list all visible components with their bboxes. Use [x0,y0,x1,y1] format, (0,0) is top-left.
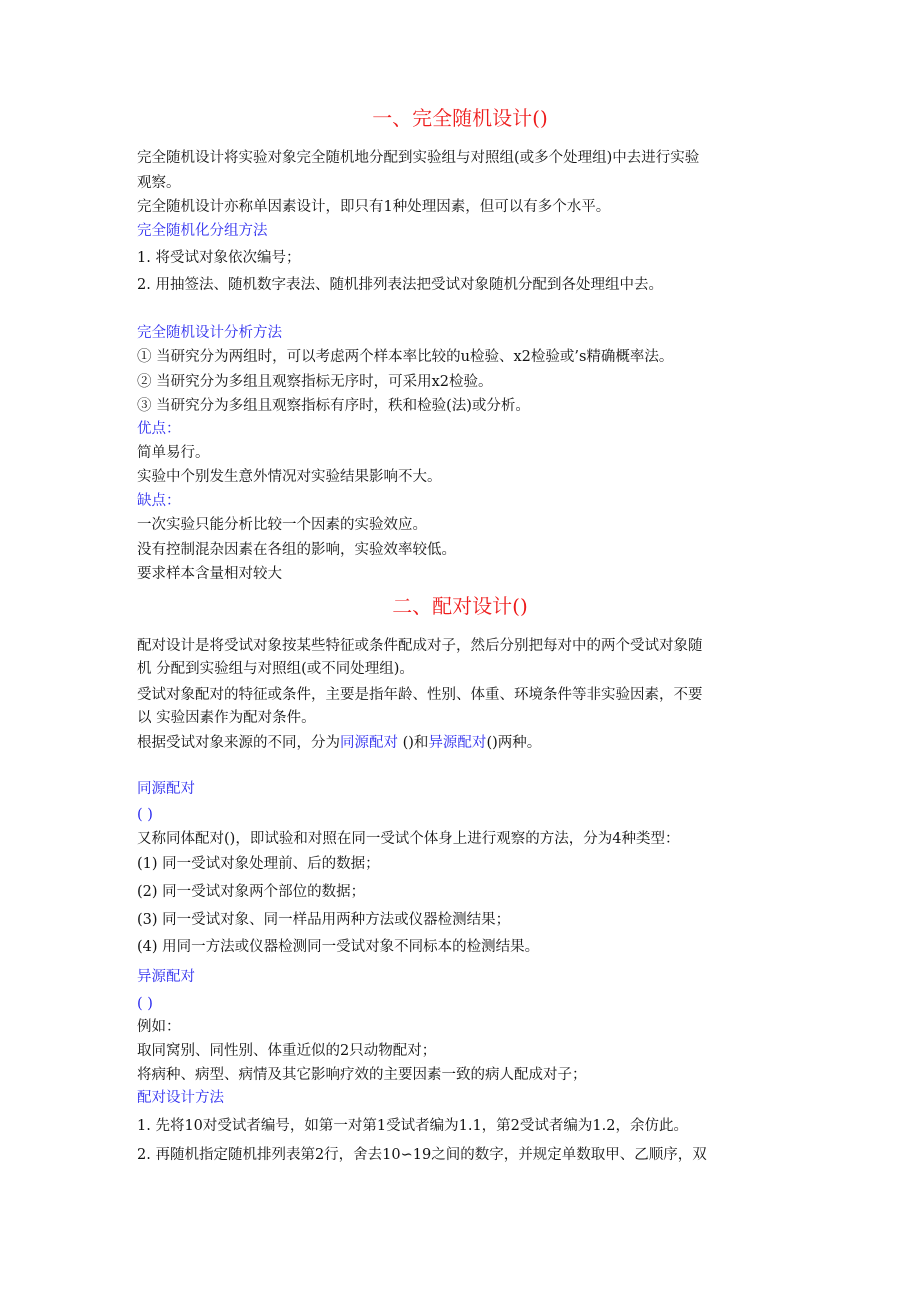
text-segment: 将病种、病型、病情及其它影响疗效的主要因素一致的病人配成对子； [137,1067,587,1083]
text-segment: 要求样本含量相对较大 [137,566,282,582]
subheading [137,779,195,799]
text-segment: 2. 用抽签法、随机数字表法、随机排列表法把受试对象随机分配到各处理组中去。 [137,277,663,293]
text-segment: 受试对象配对的特征或条件，主要是指年龄、性别、体重、环境条件等非实验因素，不要 [137,687,703,703]
subheading [137,967,195,987]
text-segment: ( ) [137,807,153,823]
paragraph-line [137,173,181,193]
text-segment: ()和 [398,735,429,751]
paragraph-line [137,515,427,535]
text-segment: 优点： [137,421,181,437]
paragraph-line [137,910,510,930]
text-segment: 观察。 [137,175,181,191]
inline-link[interactable]: 同源配对 [340,735,398,751]
text-segment: 异源配对 [137,969,195,985]
text-segment: 根据受试对象来源的不同，分为 [137,735,340,751]
text-segment: ③ 当研究分为多组且观察指标有序时，秩和检验(法)或分析。 [137,398,530,414]
text-segment: 配对设计方法 [137,1090,224,1106]
paragraph-line [137,443,210,463]
subheading [137,491,181,511]
text-segment: 一次实验只能分析比较一个因素的实验效应。 [137,517,427,533]
subheading [137,221,268,241]
text-segment: ② 当研究分为多组且观察指标无序时，可采用x2检验。 [137,374,493,390]
paragraph-line [137,1145,707,1165]
paragraph-line [137,829,680,849]
inline-link[interactable]: 异源配对 [428,735,487,751]
text-segment: (3) 同一受试对象、同一样品用两种方法或仪器检测结果； [137,912,511,928]
text-segment: ( ) [137,996,153,1012]
paragraph-line [137,937,539,957]
paragraph-line [137,467,442,487]
paragraph-line [137,685,703,705]
subheading [137,994,153,1014]
paragraph-line [137,659,414,679]
text-segment: 没有控制混杂因素在各组的影响，实验效率较低。 [137,542,456,558]
paragraph-line [137,197,610,217]
subheading [137,805,153,825]
text-segment: (2) 同一受试对象两个部位的数据； [137,884,366,900]
text-segment: 例如： [137,1019,181,1035]
paragraph-line [137,372,493,392]
text-segment: 完全随机设计分析方法 [137,325,282,341]
section-heading [0,105,920,131]
text-segment: 一、完全随机设计() [372,106,548,130]
text-segment: 2. 再随机指定随机排列表第2行，舍去10∽19之间的数字，并规定单数取甲、乙顺序，双 [137,1147,707,1163]
paragraph-line [137,248,300,268]
paragraph-line [137,882,365,902]
text-segment: 完全随机设计亦称单因素设计，即只有1种处理因素，但可以有多个水平。 [137,199,611,215]
paragraph-line [137,148,699,168]
paragraph-line [137,1017,181,1037]
paragraph-line [137,1041,436,1061]
text-segment: 1. 先将10对受试者编号，如第一对第1受试者编为1.1，第2受试者编为1.2，余仿此。 [137,1118,688,1134]
subheading [137,1088,224,1108]
text-segment: 同源配对 [137,781,195,797]
text-segment: 机 分配到实验组与对照组(或不同处理组)。 [137,661,414,677]
text-segment: (1) 同一受试对象处理前、后的数据； [137,856,380,872]
text-segment: 完全随机设计将实验对象完全随机地分配到实验组与对照组(或多个处理组)中去进行实验 [137,150,700,166]
text-segment: 取同窝别、同性别、体重近似的2只动物配对； [137,1043,437,1059]
subheading [137,419,181,439]
text-segment: 1. 将受试对象依次编号； [137,250,301,266]
paragraph-line [137,733,541,753]
paragraph-line [137,275,663,295]
paragraph-line [137,564,282,584]
paragraph-line [137,708,316,728]
paragraph-line [137,540,456,560]
text-segment: ()两种。 [486,735,542,751]
text-segment: 简单易行。 [137,445,210,461]
text-segment: 完全随机化分组方法 [137,223,268,239]
text-segment: 缺点： [137,493,181,509]
subheading [137,323,282,343]
paragraph-line [137,1116,688,1136]
paragraph-line [137,396,530,416]
section-heading [0,593,920,619]
text-segment: ① 当研究分为两组时，可以考虑两个样本率比较的u检验、x2检验或’s精确概率法。 [137,349,674,365]
paragraph-line [137,854,380,874]
text-segment: 又称同体配对()，即试验和对照在同一受试个体身上进行观察的方法，分为4种类型： [137,831,680,847]
paragraph-line [137,1065,587,1085]
text-segment: 二、配对设计() [392,594,528,618]
paragraph-line [137,636,703,656]
paragraph-line [137,347,673,367]
text-segment: 实验中个别发生意外情况对实验结果影响不大。 [137,469,442,485]
text-segment: (4) 用同一方法或仪器检测同一受试对象不同标本的检测结果。 [137,939,540,955]
text-segment: 配对设计是将受试对象按某些特征或条件配成对子，然后分别把每对中的两个受试对象随 [137,638,703,654]
text-segment: 以 实验因素作为配对条件。 [137,710,316,726]
